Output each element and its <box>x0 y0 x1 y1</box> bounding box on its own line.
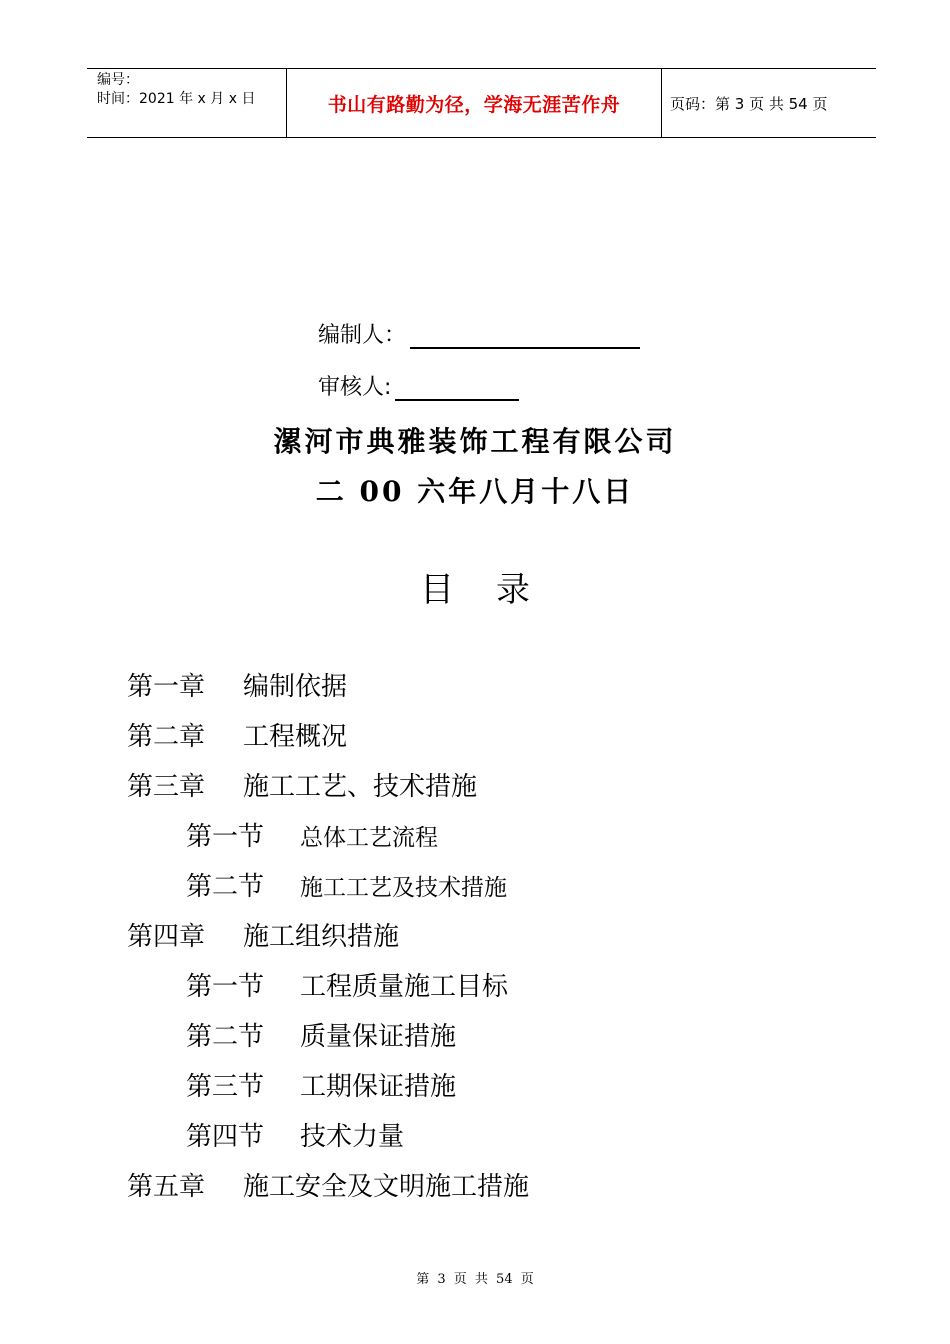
toc-text: 施工工艺、技术措施 <box>243 772 478 802</box>
toc-chapter-1 <box>127 666 347 703</box>
toc-section-3-1 <box>186 816 438 853</box>
code-label: 编号： <box>97 72 139 88</box>
toc-number: 第二节 <box>186 1022 265 1052</box>
toc-number: 第二节 <box>186 872 265 902</box>
reviewer-signoff <box>318 370 519 401</box>
toc-text: 工程概况 <box>243 722 348 752</box>
toc-text: 施工工艺及技术措施 <box>300 875 507 901</box>
toc-text: 总体工艺流程 <box>300 825 438 851</box>
toc-text: 质量保证措施 <box>300 1022 457 1052</box>
toc-section-3-2 <box>186 866 507 903</box>
toc-number: 第四章 <box>127 922 206 952</box>
toc-text: 编制依据 <box>243 672 348 702</box>
toc-number: 第二章 <box>127 722 206 752</box>
company-name: 漯河市典雅装饰工程有限公司 <box>273 425 677 458</box>
toc-chapter-2 <box>127 716 347 753</box>
toc-number: 第四节 <box>186 1122 265 1152</box>
toc-section-4-2 <box>186 1016 456 1053</box>
toc-chapter-3 <box>127 766 477 803</box>
editor-signature-line <box>410 323 640 349</box>
toc-chapter-5 <box>127 1166 529 1203</box>
toc-number: 第三节 <box>186 1072 265 1102</box>
toc-number: 第三章 <box>127 772 206 802</box>
toc-chapter-4 <box>127 916 399 953</box>
toc-section-4-3 <box>186 1066 456 1103</box>
editor-signoff <box>318 318 640 349</box>
header-motto: 书山有路勤为径，学海无涯苦作舟 <box>287 69 662 137</box>
reviewer-label: 审核人: <box>318 375 392 400</box>
toc-number: 第一节 <box>186 972 265 1002</box>
toc-text: 技术力量 <box>300 1122 405 1152</box>
toc-section-4-4 <box>186 1116 404 1153</box>
editor-label: 编制人： <box>318 323 407 348</box>
toc-text: 施工安全及文明施工措施 <box>243 1172 530 1202</box>
toc-number: 第一章 <box>127 672 206 702</box>
toc-number: 第一节 <box>186 822 265 852</box>
toc-text: 工程质量施工目标 <box>300 972 509 1002</box>
page-footer: 第 3 页 共 54 页 <box>416 1272 534 1287</box>
document-date: 二 00 六年八月十八日 <box>315 475 635 508</box>
toc-text: 施工组织措施 <box>243 922 400 952</box>
reviewer-signature-line <box>395 375 519 401</box>
toc-number: 第五章 <box>127 1172 206 1202</box>
toc-title: 目录 <box>420 570 572 610</box>
header-meta <box>87 69 287 137</box>
toc-section-4-1 <box>186 966 508 1003</box>
time-label: 时间：2021 年 x 月 x 日 <box>97 91 256 107</box>
header-page-info: 页码：第 3 页 共 54 页 <box>670 94 828 113</box>
toc-text: 工期保证措施 <box>300 1072 457 1102</box>
page-header <box>87 68 876 138</box>
